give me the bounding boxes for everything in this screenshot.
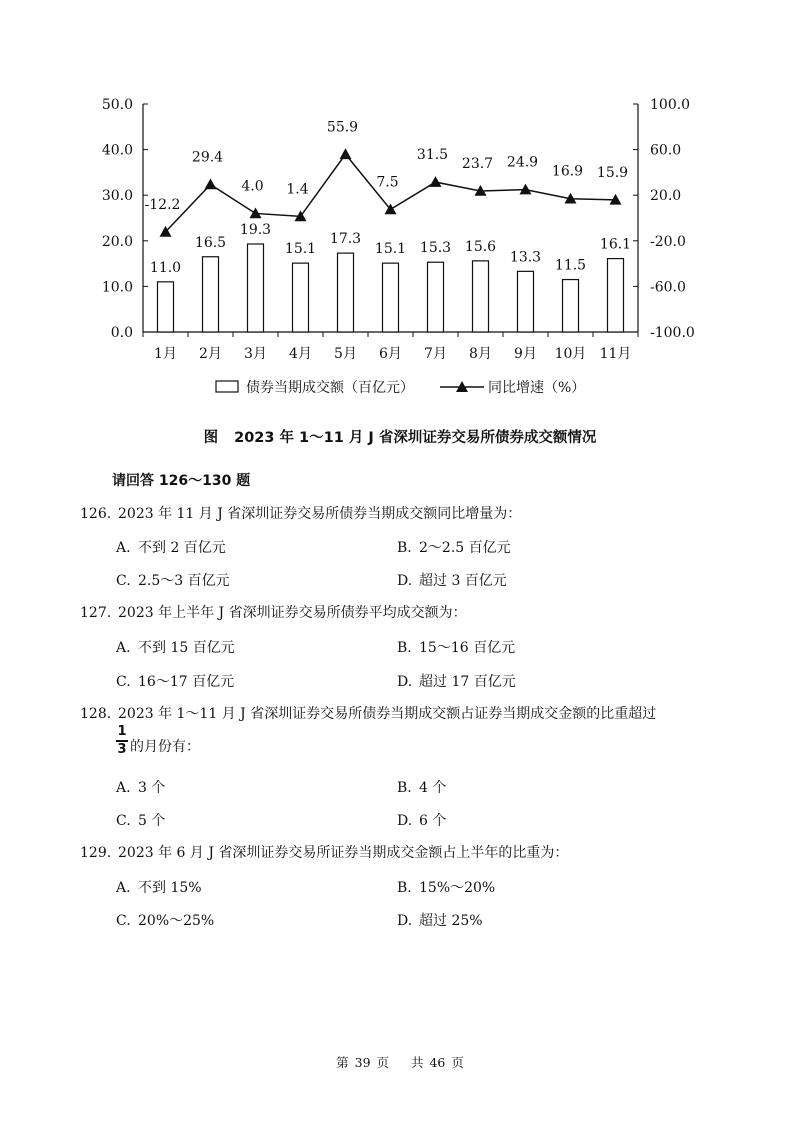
x-tick-label: 1月 bbox=[154, 346, 177, 362]
option-letter: B. bbox=[397, 640, 412, 656]
question-number: 127. bbox=[80, 605, 112, 621]
growth-point bbox=[205, 178, 217, 189]
option-letter: C. bbox=[116, 573, 131, 589]
bar-data-label: 19.3 bbox=[239, 221, 272, 238]
option-letter: C. bbox=[116, 913, 131, 929]
bar bbox=[158, 282, 174, 332]
question-stem bbox=[80, 603, 467, 623]
option-b bbox=[397, 877, 495, 897]
x-tick-label: 8月 bbox=[469, 346, 492, 362]
option-text: 超过 3 百亿元 bbox=[419, 573, 507, 589]
bar-data-label: 13.3 bbox=[509, 249, 542, 266]
growth-point bbox=[430, 176, 442, 187]
option-text: 20%～25% bbox=[138, 913, 215, 929]
x-tick-label: 10月 bbox=[554, 346, 587, 362]
question-number: 129. bbox=[80, 845, 112, 861]
option-text: 15%～20% bbox=[419, 880, 496, 896]
bar-data-label: 15.3 bbox=[419, 240, 452, 257]
bar-data-label: 16.1 bbox=[599, 236, 632, 253]
option-c bbox=[116, 810, 165, 830]
option-d bbox=[397, 810, 446, 830]
total-unit: 页 bbox=[451, 1055, 464, 1070]
option-letter: D. bbox=[397, 813, 413, 829]
line-data-label: 16.9 bbox=[551, 163, 584, 180]
option-letter: A. bbox=[116, 540, 131, 556]
page-footer bbox=[0, 1053, 800, 1071]
bar-data-label: 17.3 bbox=[329, 231, 362, 248]
right-tick-label: -20.0 bbox=[650, 233, 686, 250]
bar bbox=[473, 261, 489, 332]
line-data-label: 4.0 bbox=[241, 178, 264, 195]
x-tick-label: 4月 bbox=[289, 346, 312, 362]
option-letter: A. bbox=[116, 640, 131, 656]
line-data-label: 55.9 bbox=[326, 119, 359, 136]
bar bbox=[518, 271, 534, 332]
x-tick-label: 2月 bbox=[199, 346, 222, 362]
growth-point bbox=[250, 207, 262, 218]
fraction-denominator: 3 bbox=[117, 741, 127, 757]
option-text: 5 个 bbox=[138, 813, 166, 829]
line-data-label: 24.9 bbox=[506, 154, 539, 171]
question-text-tail: 的月份有： bbox=[130, 739, 200, 755]
option-letter: A. bbox=[116, 880, 131, 896]
x-tick-label: 7月 bbox=[424, 346, 447, 362]
bar bbox=[608, 259, 624, 332]
question-stem bbox=[80, 504, 521, 524]
line-data-label: -12.2 bbox=[144, 196, 181, 213]
legend-line-label: 同比增速（%） bbox=[488, 380, 586, 396]
legend-bar-swatch bbox=[216, 381, 238, 392]
bar bbox=[248, 244, 264, 332]
option-letter: B. bbox=[397, 540, 412, 556]
question-text: 2023 年 6 月 J 省深圳证券交易所证券当期成交金额占上半年的比重为： bbox=[118, 845, 569, 861]
x-tick-label: 11月 bbox=[599, 346, 632, 362]
page-label: 第 bbox=[336, 1055, 349, 1070]
bar-data-label: 11.5 bbox=[554, 257, 587, 274]
bar bbox=[293, 263, 309, 332]
line-data-label: 7.5 bbox=[376, 174, 399, 191]
page-unit: 页 bbox=[376, 1055, 390, 1070]
option-b bbox=[397, 537, 511, 557]
x-tick-label: 6月 bbox=[379, 346, 402, 362]
line-data-label: 23.7 bbox=[461, 155, 494, 172]
option-letter: A. bbox=[116, 780, 131, 796]
bar bbox=[203, 257, 219, 332]
option-b bbox=[397, 777, 446, 797]
option-a bbox=[116, 877, 202, 897]
option-a bbox=[116, 537, 226, 557]
legend-bar-label: 债券当期成交额（百亿元） bbox=[246, 380, 414, 396]
left-tick-label: 0.0 bbox=[110, 325, 133, 341]
total-pages: 46 bbox=[429, 1055, 446, 1070]
bar-data-label: 15.1 bbox=[374, 241, 407, 258]
x-tick-label: 5月 bbox=[334, 346, 357, 362]
fraction-one-third bbox=[116, 725, 128, 757]
option-c bbox=[116, 570, 230, 590]
growth-point bbox=[340, 148, 352, 159]
line-data-label: 29.4 bbox=[191, 149, 224, 166]
option-text: 6 个 bbox=[419, 813, 447, 829]
option-letter: D. bbox=[397, 573, 413, 589]
option-text: 不到 15% bbox=[138, 880, 202, 896]
option-letter: D. bbox=[397, 913, 413, 929]
right-tick-label: 100.0 bbox=[650, 97, 691, 113]
option-text: 超过 17 百亿元 bbox=[419, 674, 516, 690]
right-tick-label: -100.0 bbox=[650, 325, 695, 341]
x-tick-label: 9月 bbox=[514, 346, 537, 362]
option-letter: B. bbox=[397, 780, 412, 796]
line-data-label: 15.9 bbox=[596, 164, 629, 181]
bar-data-label: 15.1 bbox=[284, 241, 317, 258]
option-b bbox=[397, 637, 515, 657]
question-text: 2023 年 11 月 J 省深圳证券交易所债券当期成交额同比增量为： bbox=[118, 506, 522, 522]
option-text: 15～16 百亿元 bbox=[419, 640, 516, 656]
question-text: 2023 年 1～11 月 J 省深圳证券交易所债券当期成交额占证券当期成交金额的比重超过 bbox=[118, 706, 657, 722]
option-c bbox=[116, 910, 214, 930]
x-tick-label: 3月 bbox=[244, 346, 267, 362]
option-c bbox=[116, 671, 234, 691]
question-stem bbox=[80, 843, 568, 863]
bar bbox=[563, 280, 579, 332]
figure-caption bbox=[0, 426, 800, 447]
option-text: 4 个 bbox=[419, 780, 447, 796]
total-label: 共 bbox=[410, 1055, 424, 1070]
fraction-numerator: 1 bbox=[117, 724, 127, 739]
left-tick-label: 40.0 bbox=[101, 142, 133, 159]
caption-prefix: 图 bbox=[203, 430, 219, 446]
page-number: 39 bbox=[354, 1055, 371, 1070]
question-stem bbox=[80, 704, 656, 724]
option-letter: D. bbox=[397, 674, 413, 690]
option-text: 超过 25% bbox=[419, 913, 483, 929]
option-letter: C. bbox=[116, 674, 131, 690]
growth-line bbox=[166, 154, 616, 232]
question-number: 128. bbox=[80, 706, 112, 722]
left-tick-label: 10.0 bbox=[101, 279, 133, 296]
option-d bbox=[397, 671, 516, 691]
question-number: 126. bbox=[80, 506, 112, 522]
option-text: 2～2.5 百亿元 bbox=[419, 540, 511, 556]
option-text: 不到 15 百亿元 bbox=[138, 640, 235, 656]
option-text: 16～17 百亿元 bbox=[138, 674, 235, 690]
option-text: 3 个 bbox=[138, 780, 166, 796]
option-a bbox=[116, 637, 235, 657]
option-text: 不到 2 百亿元 bbox=[138, 540, 226, 556]
combo-chart bbox=[0, 0, 800, 410]
left-tick-label: 20.0 bbox=[101, 233, 133, 250]
bar-data-label: 11.0 bbox=[149, 259, 182, 276]
question-text: 2023 年上半年 J 省深圳证券交易所债券平均成交额为： bbox=[118, 605, 467, 621]
right-tick-label: -60.0 bbox=[650, 279, 686, 296]
right-tick-label: 60.0 bbox=[650, 142, 682, 159]
line-data-label: 31.5 bbox=[416, 147, 449, 164]
option-text: 2.5～3 百亿元 bbox=[138, 573, 230, 589]
caption-text: 2023 年 1～11 月 J 省深圳证券交易所债券成交额情况 bbox=[234, 430, 597, 446]
bar bbox=[428, 262, 444, 332]
bar-data-label: 16.5 bbox=[194, 234, 227, 251]
bar bbox=[383, 263, 399, 332]
option-letter: C. bbox=[116, 813, 131, 829]
bar bbox=[338, 253, 354, 332]
left-tick-label: 50.0 bbox=[101, 97, 133, 113]
option-letter: B. bbox=[397, 880, 412, 896]
option-d bbox=[397, 570, 507, 590]
option-a bbox=[116, 777, 165, 797]
right-tick-label: 20.0 bbox=[650, 188, 682, 205]
bar-data-label: 15.6 bbox=[464, 238, 497, 255]
line-data-label: 1.4 bbox=[286, 181, 309, 198]
option-d bbox=[397, 910, 483, 930]
left-tick-label: 30.0 bbox=[101, 188, 133, 205]
instruction-text: 请回答 126～130 题 bbox=[112, 473, 251, 489]
